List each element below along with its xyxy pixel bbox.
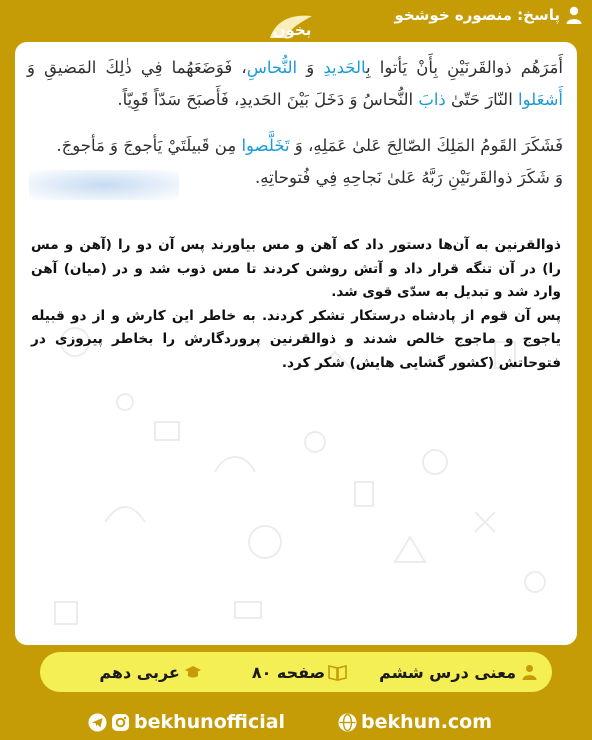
header [0,0,592,39]
arabic-text: وَ [297,58,324,77]
bottom-bar [0,704,592,740]
answerer-label [394,6,582,24]
page-number [252,663,347,682]
teacher-icon [521,664,538,681]
arabic-highlight: الحَديدِ [323,58,367,77]
arabic-text: أَمَرَهُم ذوالقَرنَيْنِ بِأَنْ يَأتوا بِ [366,58,563,77]
instagram-icon [111,713,130,732]
website-text: bekhun.com [361,711,493,733]
arabic-text: النّارَ حَتّىٰ [445,90,519,109]
arabic-text: وَ شَكَرَ ذوالقَرنَيْنِ رَبَّهُ عَلىٰ نَجاحِهِ فِي فُتوحاتِهِ. [255,168,563,187]
globe-icon [338,713,357,732]
arabic-text: فَشَكَرَ القَومُ المَلِكَ الصّالِحَ عَلىٰ عَمَلِهِ، وَ [289,136,563,155]
subject-text: عربی دهم [99,662,180,682]
lesson-text: معنی درس ششم [379,662,516,682]
arabic-text: مِن قَبيلَتَيْ يَأجوجَ وَ مَأجوجَ. [56,136,242,155]
page-text: صفحه ۸۰ [251,662,326,682]
lesson-title [379,663,538,682]
telegram-icon [88,713,107,732]
content-card [15,42,577,645]
arabic-highlight: النُّحاسِ [246,58,298,77]
arabic-paragraph-1 [27,52,563,116]
user-icon [566,6,582,24]
arabic-text: النُّحاسُ وَ دَخَلَ بَيْنَ الحَديدِ، فَأَصبَحَ سَدّاً قَوِيّاً. [117,90,419,109]
arabic-highlight: أَشعَلوا [518,90,563,109]
social-handle[interactable] [88,711,285,733]
arabic-paragraph-2 [27,130,563,194]
translation-paragraph-1: ذوالقرنین به آن‌ها دستور داد که آهن و مس بیاورند پس آن دو را (آهن و مس را) در آن تنگه قرار داد و آتش روشن کردند تا مس ذوب شد و در (میان) آهن وارد شد و تبدیل به سدّی قوی شد. [31,237,561,300]
book-icon [330,664,347,681]
persian-translation [31,234,561,375]
answerer-text: پاسخ: منصوره خوشخو [394,6,560,24]
handle-text: bekhunofficial [134,711,286,733]
graduation-cap-icon [185,664,202,681]
translation-paragraph-2: پس آن قوم از پادشاه درستکار تشکر کردند. به خاطر این کارش و از دو قبیله یاجوج و ماجوج خالص شدند و ذوالقرنین پروردگارش را بخاطر پیروزی در فتوحاتش (کشور گشایی هایش) شکر کرد. [31,307,561,371]
lesson-info-bar [40,652,552,692]
arabic-text: ، فَوَضَعَهُما فِي ذٰلِكَ المَضيقِ وَ [27,58,247,77]
website-link[interactable] [338,711,492,733]
subject-name [99,663,202,682]
arabic-text-block [27,52,563,208]
arabic-highlight: ذابَ [418,90,446,109]
svg-text:بخون: بخون [272,21,312,39]
arabic-highlight: تَخَلَّصوا [241,136,290,155]
